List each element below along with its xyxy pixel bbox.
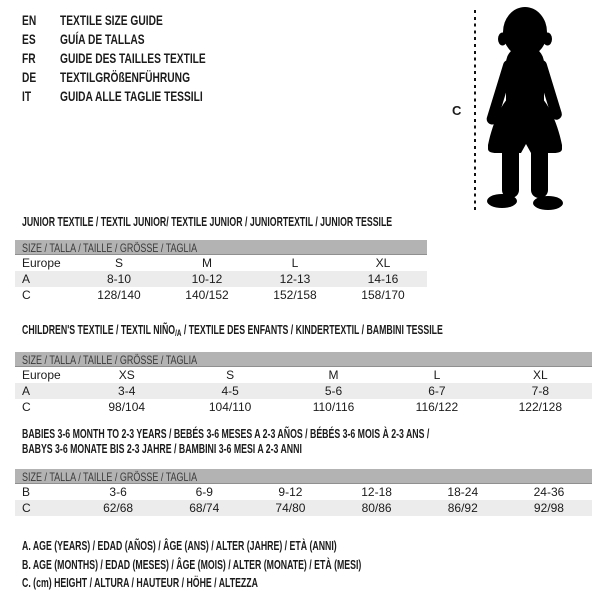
height-measure-dotted-line [474, 10, 476, 213]
language-code: IT [22, 88, 32, 104]
table-cell: 74/80 [275, 501, 306, 515]
table-cell: 14-16 [367, 272, 399, 286]
table-cell: 7-8 [531, 384, 549, 398]
table-cell: 98/104 [108, 400, 146, 414]
table-row-junior-c [15, 287, 427, 303]
row-label: A [22, 384, 31, 398]
table-cell: 158/170 [361, 288, 405, 302]
size-table-header-label: SIZE / TALLA / TAILLE / GRÖSSE / TAGLIA [22, 353, 198, 367]
language-code: FR [22, 50, 36, 66]
size-table-junior [15, 240, 427, 303]
size-table-header-label: SIZE / TALLA / TAILLE / GRÖSSE / TAGLIA [22, 241, 198, 255]
table-cell: L [433, 368, 441, 382]
table-cell: 104/110 [208, 400, 252, 414]
language-label: GUÍA DE TALLAS [60, 31, 145, 47]
table-row-children-europe [15, 367, 592, 383]
table-cell: 12-18 [361, 485, 392, 499]
row-label: C [22, 288, 31, 302]
table-row-junior-europe [15, 255, 427, 271]
baby-silhouette-icon [482, 6, 574, 212]
row-label: C [22, 400, 31, 414]
size-table-children [15, 352, 592, 415]
legend-height: C. (cm) HEIGHT / ALTURA / HAUTEUR / HÖHE / ALTEZZA [22, 576, 258, 591]
table-cell: 152/158 [273, 288, 317, 302]
heading-text: BABIES 3-6 MONTH TO 2-3 YEARS / BEBÉS 3-6 MESES A 2-3 AÑOS / BÉBÉS 3-6 MOIS À 2-3 ANS / [22, 427, 430, 441]
table-row-junior-a [15, 271, 427, 287]
table-cell: S [226, 368, 235, 382]
table-cell: 5-6 [324, 384, 343, 398]
table-cell: 122/128 [518, 400, 563, 414]
measure-legend [22, 537, 507, 593]
row-label: A [22, 272, 31, 286]
row-label: C [22, 501, 31, 515]
height-measure-label: C [452, 103, 462, 118]
language-label: TEXTILE SIZE GUIDE [60, 12, 163, 28]
table-cell: XS [118, 368, 135, 382]
row-label: Europe [22, 368, 61, 382]
language-row-en [22, 11, 260, 30]
heading-line [22, 215, 393, 230]
heading-text: BABYS 3-6 MONATE BIS 2-3 JAHRE / BAMBINI 3-6 MESI A 2-3 ANNI [22, 442, 302, 456]
table-row-children-a [15, 383, 592, 399]
table-cell: 92/98 [533, 501, 564, 515]
table-cell: XL [532, 368, 548, 382]
language-code: ES [22, 31, 36, 47]
language-row-fr [22, 49, 260, 68]
table-cell: 128/140 [97, 288, 141, 302]
table-cell: M [328, 368, 339, 382]
language-code: EN [22, 12, 37, 28]
table-cell: 86/92 [447, 501, 478, 515]
heading-line [22, 323, 443, 341]
size-table-header-label: SIZE / TALLA / TAILLE / GRÖSSE / TAGLIA [22, 470, 198, 484]
size-table-header-bar [15, 469, 592, 484]
table-cell: 9-12 [278, 485, 303, 499]
language-list [22, 11, 260, 106]
table-row-children-c [15, 399, 592, 415]
table-cell: 24-36 [533, 485, 565, 499]
heading-line [22, 427, 430, 442]
table-row-babies-c [15, 500, 592, 516]
table-cell: L [291, 256, 299, 270]
table-cell: XL [375, 256, 391, 270]
section-heading-children [22, 323, 592, 341]
table-cell: 6-9 [195, 485, 213, 499]
language-row-de [22, 68, 260, 87]
table-cell: 68/74 [189, 501, 220, 515]
language-label: TEXTILGRÖßENFÜHRUNG [60, 69, 191, 85]
heading-text: / TEXTILE DES ENFANTS / KINDERTEXTIL / BAMBINI TESSILE [181, 323, 443, 337]
section-babies [15, 427, 592, 516]
section-children [15, 323, 592, 415]
table-cell: 116/122 [415, 400, 459, 414]
table-cell: 62/68 [103, 501, 134, 515]
heading-line [22, 442, 421, 457]
table-cell: M [202, 256, 212, 270]
heading-subscript: /A [175, 328, 182, 338]
table-cell: 10-12 [191, 272, 223, 286]
table-cell: 8-10 [106, 272, 132, 286]
table-cell: 110/116 [312, 400, 355, 414]
heading-text: CHILDREN'S TEXTILE / TEXTIL NIÑO [22, 323, 176, 337]
table-cell: 140/152 [185, 288, 229, 302]
size-table-header-bar [15, 240, 427, 255]
table-cell: 12-13 [279, 272, 311, 286]
legend-age-months: B. AGE (MONTHS) / EDAD (MESES) / ÂGE (MOIS) / ALTER (MONATE) / ETÀ (MESI) [22, 557, 362, 572]
language-label: GUIDE DES TAILLES TEXTILE [60, 50, 206, 66]
language-row-it [22, 87, 260, 106]
row-label: Europe [22, 256, 61, 270]
language-row-es [22, 30, 260, 49]
table-row-babies-b [15, 484, 592, 500]
table-cell: 3-4 [118, 384, 136, 398]
section-junior [15, 215, 427, 303]
section-heading-babies [22, 427, 592, 457]
table-cell: 18-24 [447, 485, 479, 499]
table-cell: S [114, 256, 123, 270]
row-label: B [22, 485, 31, 499]
size-table-babies [15, 469, 592, 516]
heading-text: JUNIOR TEXTILE / TEXTIL JUNIOR/ TEXTILE JUNIOR / JUNIORTEXTIL / JUNIOR TESSILE [22, 215, 393, 229]
table-cell: 6-7 [428, 384, 446, 398]
size-table-header-bar [15, 352, 592, 367]
table-cell: 80/86 [361, 501, 392, 515]
language-label: GUIDA ALLE TAGLIE TESSILI [60, 88, 203, 104]
language-code: DE [22, 69, 37, 85]
legend-age-years: A. AGE (YEARS) / EDAD (AÑOS) / ÂGE (ANS) / ALTER (JAHRE) / ETÀ (ANNI) [22, 539, 337, 553]
section-heading-junior [22, 215, 427, 230]
table-cell: 4-5 [221, 384, 239, 398]
table-cell: 3-6 [109, 485, 127, 499]
